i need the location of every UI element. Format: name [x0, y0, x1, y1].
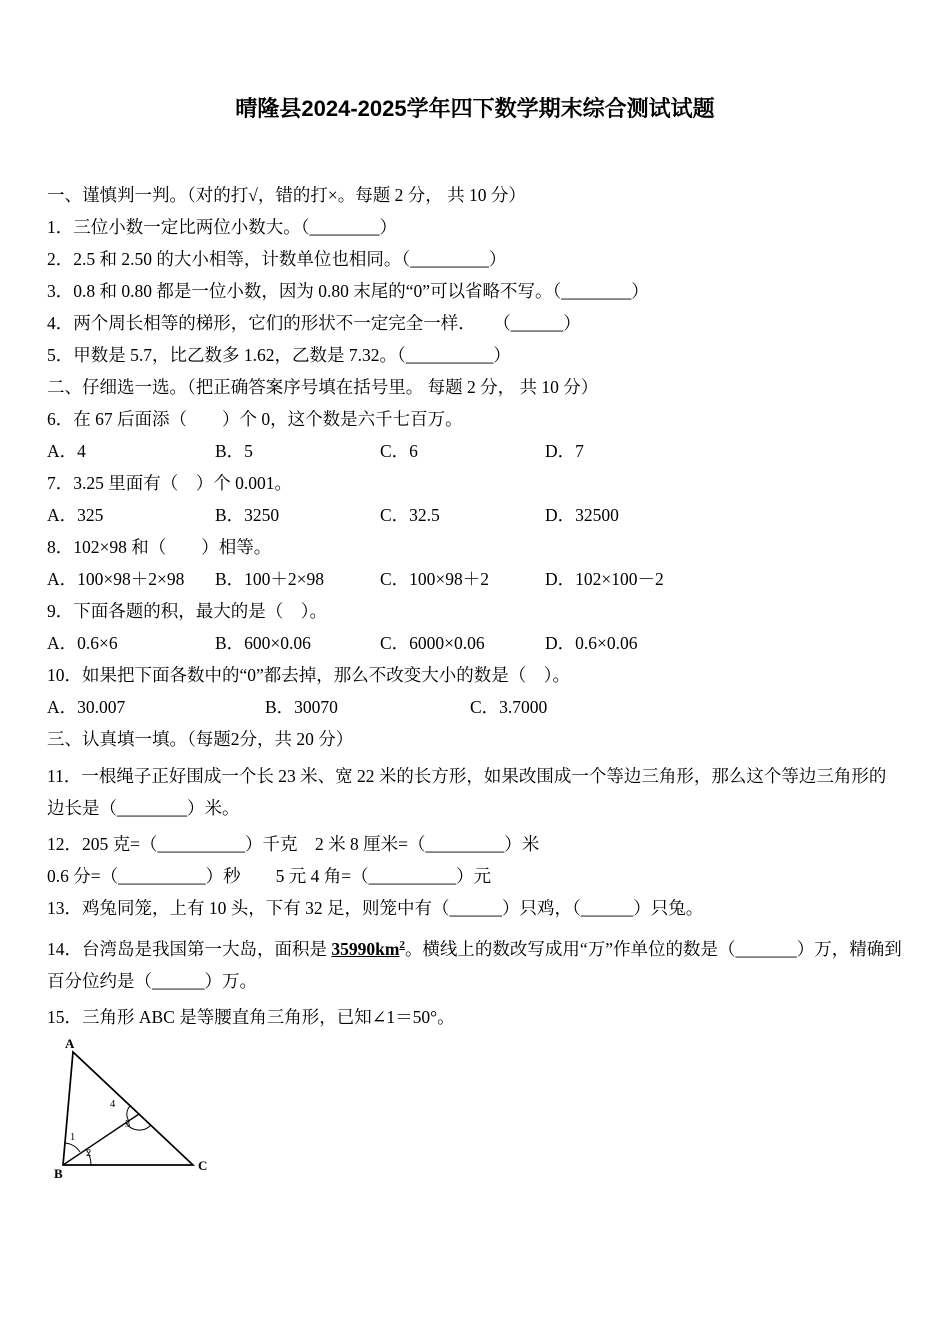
angle-label-3: 3 — [125, 1119, 131, 1131]
option-b: B．600×0.06 — [215, 633, 311, 654]
question-14-area-value: 35990km — [331, 939, 400, 960]
option-a: A．100×98＋2×98 — [47, 569, 185, 590]
question-9-options — [47, 632, 903, 655]
question-14-suffix: 。横线上的数改写成用“万”作单位的数是（_______）万，精确到百分位约是（______）万。 — [47, 939, 902, 992]
question-3: 3．0.8 和 0.80 都是一位小数，因为 0.80 末尾的“0”可以省略不写。（________） — [47, 281, 649, 302]
vertex-label-c: C — [198, 1158, 208, 1174]
option-a: A．0.6×6 — [47, 633, 118, 654]
question-6-options — [47, 440, 903, 463]
option-c: C．6000×0.06 — [380, 633, 485, 654]
option-c: C．32.5 — [380, 505, 440, 526]
option-b: B．5 — [215, 441, 253, 462]
question-11: 11．一根绳子正好围成一个长 23 米、宽 22 米的长方形，如果改围成一个等边三角形，那么这个等边三角形的边长是（________）米。 — [47, 766, 887, 819]
question-7: 7．3.25 里面有（ ）个 0.001。 — [47, 473, 292, 494]
question-13: 13．鸡兔同笼，上有 10 头，下有 32 足，则笼中有（______）只鸡，（______）只兔。 — [47, 898, 704, 919]
angle-label-2: 2 — [86, 1148, 92, 1160]
option-a: A．30.007 — [47, 697, 126, 718]
question-4: 4．两个周长相等的梯形，它们的形状不一定完全一样． （______） — [47, 313, 581, 334]
question-15-figure — [53, 1038, 233, 1191]
question-5: 5．甲数是 5.7，比乙数多 1.62，乙数是 7.32。（__________） — [47, 345, 511, 366]
option-d: D．32500 — [545, 505, 619, 526]
triangle-diagram — [53, 1038, 223, 1186]
question-14 — [47, 929, 903, 997]
question-7-options — [47, 504, 903, 527]
option-a: A．4 — [47, 441, 86, 462]
question-12-row-2: 0.6 分=（__________）秒 5 元 4 角=（__________）元 — [47, 866, 492, 887]
question-8-options — [47, 568, 903, 591]
page-title: 晴隆县2024-2025学年四下数学期末综合测试试题 — [235, 96, 715, 121]
question-6: 6．在 67 后面添（ ）个 0，这个数是六千七百万。 — [47, 409, 463, 430]
question-2: 2．2.5 和 2.50 的大小相等，计数单位也相同。（_________） — [47, 249, 507, 270]
question-12-row-1: 12．205 克=（__________）千克 2 米 8 厘米=（_________）米 — [47, 834, 540, 855]
option-c: C．6 — [380, 441, 418, 462]
option-d: D．0.6×0.06 — [545, 633, 638, 654]
angle-label-1: 1 — [70, 1132, 76, 1144]
question-15: 15．三角形 ABC 是等腰直角三角形，已知∠1＝50°。 — [47, 1007, 455, 1028]
question-10-options — [47, 696, 903, 719]
section-3-header: 三、认真填一填。（每题2分，共 20 分） — [47, 729, 354, 750]
section-2-header: 二、仔细选一选。（把正确答案序号填在括号里。 每题 2 分， 共 10 分） — [47, 377, 599, 398]
option-c: C．3.7000 — [470, 697, 548, 718]
angle-1-arc — [65, 1143, 80, 1152]
vertex-label-a: A — [65, 1038, 75, 1052]
option-a: A．325 — [47, 505, 104, 526]
question-1: 1．三位小数一定比两位小数大。（________） — [47, 217, 397, 238]
question-10: 10．如果把下面各数中的“0”都去掉，那么不改变大小的数是（ ）。 — [47, 665, 571, 686]
option-c: C．100×98＋2 — [380, 569, 490, 590]
option-d: D．7 — [545, 441, 584, 462]
question-14-prefix: 14．台湾岛是我国第一大岛，面积是 — [47, 939, 332, 960]
option-b: B．3250 — [215, 505, 280, 526]
vertex-label-b: B — [54, 1166, 63, 1182]
question-8: 8．102×98 和（ ）相等。 — [47, 537, 272, 558]
option-b: B．30070 — [265, 697, 338, 718]
option-d: D．102×100－2 — [545, 569, 664, 590]
question-9: 9．下面各题的积，最大的是（ ）。 — [47, 601, 327, 622]
question-14-area-exponent: 2 — [399, 939, 405, 952]
option-b: B．100＋2×98 — [215, 569, 325, 590]
angle-label-4: 4 — [110, 1099, 116, 1111]
section-1-header: 一、谨慎判一判。（对的打√，错的打×。每题 2 分， 共 10 分） — [47, 185, 526, 206]
